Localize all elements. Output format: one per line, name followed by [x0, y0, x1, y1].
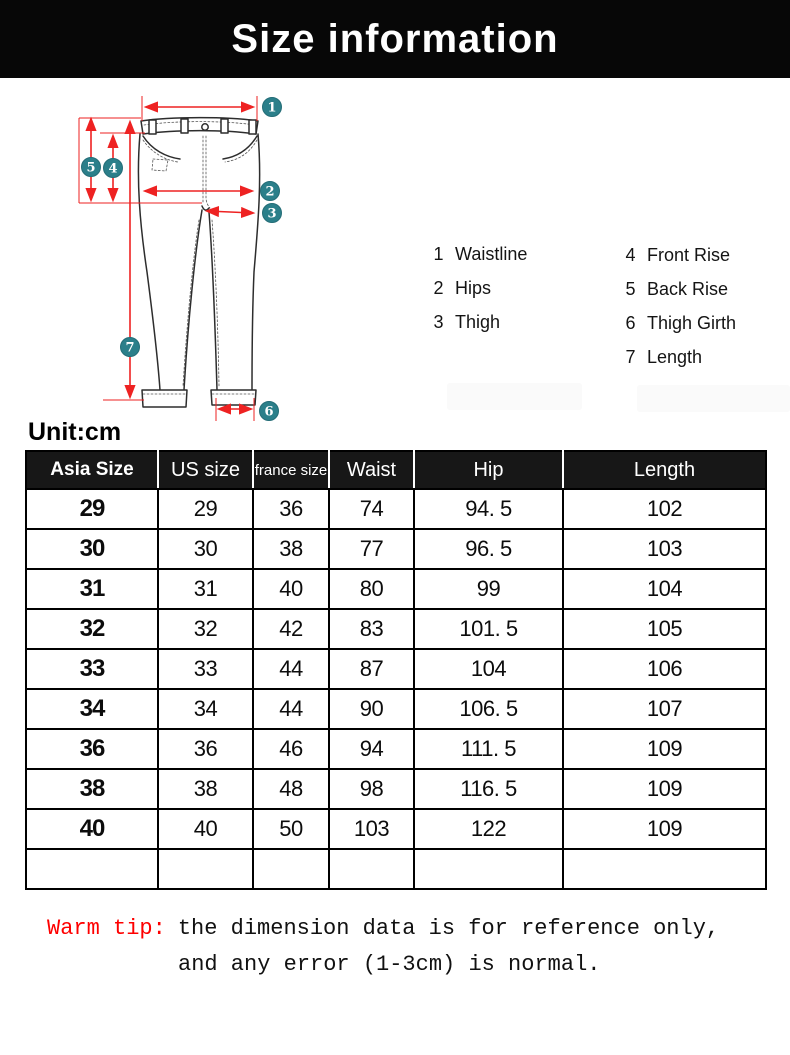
table-row	[26, 809, 766, 849]
size-table-header	[26, 451, 766, 489]
title-bar	[0, 0, 790, 78]
cell-waist: 98	[329, 769, 414, 809]
table-row	[26, 649, 766, 689]
cell-asia-size: 34	[26, 689, 158, 729]
cell-hip: 111. 5	[414, 729, 563, 769]
cell-us-size: 29	[158, 489, 253, 529]
table-row	[26, 769, 766, 809]
marker-7-length	[121, 338, 140, 357]
legend-number: 1	[433, 243, 444, 264]
col-header-hip: Hip	[414, 451, 563, 489]
cell-us-size: 36	[158, 729, 253, 769]
watermark-block	[447, 383, 582, 410]
cell-waist: 80	[329, 569, 414, 609]
col-header-us-size: US size	[158, 451, 253, 489]
legend-number: 5	[625, 278, 636, 299]
cell-hip: 106. 5	[414, 689, 563, 729]
legend-item-length	[625, 347, 736, 367]
watermark-block	[637, 385, 790, 412]
cell-france-size: 38	[253, 529, 329, 569]
warm-tip-text1: the dimension data is for reference only,	[177, 916, 720, 941]
svg-text:1: 1	[267, 100, 277, 116]
marker-2-hips	[261, 182, 280, 201]
cell-length: 104	[563, 569, 766, 609]
svg-text:6: 6	[264, 404, 274, 420]
cell-length: 106	[563, 649, 766, 689]
cell-hip: 116. 5	[414, 769, 563, 809]
pants-drawing-icon	[138, 118, 259, 407]
cell-france-size: 46	[253, 729, 329, 769]
legend-item-waistline	[433, 244, 527, 264]
cell-empty	[253, 849, 329, 889]
cell-asia-size: 38	[26, 769, 158, 809]
warm-tip-line1	[47, 916, 719, 941]
cell-france-size: 50	[253, 809, 329, 849]
cell-waist: 83	[329, 609, 414, 649]
size-table	[25, 450, 767, 890]
legend-label: Length	[647, 346, 703, 367]
cell-us-size: 40	[158, 809, 253, 849]
cell-empty	[414, 849, 563, 889]
cell-length: 109	[563, 729, 766, 769]
legend-left-column	[433, 244, 527, 346]
warm-tip-text2: and any error (1-3cm) is normal.	[178, 952, 601, 977]
cell-asia-size: 36	[26, 729, 158, 769]
legend-number: 7	[625, 346, 636, 367]
legend-label: Waistline	[455, 243, 528, 264]
cell-us-size: 38	[158, 769, 253, 809]
col-header-waist: Waist	[329, 451, 414, 489]
legend-number: 4	[625, 244, 636, 265]
legend-number: 3	[433, 311, 444, 332]
legend-label: Front Rise	[647, 244, 731, 265]
measurement-arrows	[79, 96, 257, 421]
cell-waist: 103	[329, 809, 414, 849]
page-title: Size information	[231, 16, 559, 61]
cell-us-size: 32	[158, 609, 253, 649]
legend-label: Thigh Girth	[647, 312, 737, 333]
col-header-length: Length	[563, 451, 766, 489]
cell-us-size: 34	[158, 689, 253, 729]
col-header-asia-size: Asia Size	[26, 451, 158, 489]
table-row-empty	[26, 849, 766, 889]
cell-asia-size: 29	[26, 489, 158, 529]
table-row	[26, 489, 766, 529]
cell-waist: 74	[329, 489, 414, 529]
cell-asia-size: 31	[26, 569, 158, 609]
marker-6-thigh-girth	[260, 402, 279, 421]
cell-france-size: 36	[253, 489, 329, 529]
legend-number: 2	[433, 277, 444, 298]
cell-asia-size: 40	[26, 809, 158, 849]
warm-tip-label: Warm tip:	[47, 916, 166, 941]
table-row	[26, 569, 766, 609]
table-row	[26, 529, 766, 569]
marker-3-thigh	[263, 204, 282, 223]
svg-text:4: 4	[108, 161, 118, 177]
table-row	[26, 689, 766, 729]
cell-us-size: 31	[158, 569, 253, 609]
cell-length: 109	[563, 769, 766, 809]
svg-text:5: 5	[86, 160, 96, 176]
cell-france-size: 48	[253, 769, 329, 809]
cell-hip: 96. 5	[414, 529, 563, 569]
cell-empty	[329, 849, 414, 889]
cell-france-size: 42	[253, 609, 329, 649]
cell-hip: 94. 5	[414, 489, 563, 529]
legend-item-thigh-girth	[625, 313, 736, 333]
cell-waist: 87	[329, 649, 414, 689]
cell-length: 107	[563, 689, 766, 729]
cell-hip: 99	[414, 569, 563, 609]
legend-label: Thigh	[455, 311, 501, 332]
legend-item-front-rise	[625, 245, 736, 265]
marker-4-front-rise	[104, 159, 123, 178]
cell-empty	[563, 849, 766, 889]
header-row	[26, 451, 766, 489]
legend-item-thigh	[433, 312, 527, 332]
cell-asia-size: 32	[26, 609, 158, 649]
legend-label: Back Rise	[647, 278, 729, 299]
cell-us-size: 30	[158, 529, 253, 569]
marker-1-waistline	[263, 98, 282, 117]
pants-measurement-diagram	[60, 85, 300, 435]
cell-hip: 101. 5	[414, 609, 563, 649]
marker-5-back-rise	[82, 158, 101, 177]
cell-length: 103	[563, 529, 766, 569]
legend-label: Hips	[455, 277, 492, 298]
legend-number: 6	[625, 312, 636, 333]
table-row	[26, 729, 766, 769]
cell-us-size: 33	[158, 649, 253, 689]
svg-text:2: 2	[265, 184, 275, 200]
cell-asia-size: 33	[26, 649, 158, 689]
cell-empty	[26, 849, 158, 889]
cell-length: 102	[563, 489, 766, 529]
legend-item-back-rise	[625, 279, 736, 299]
col-header-france-size: france size	[253, 451, 329, 489]
cell-waist: 94	[329, 729, 414, 769]
cell-france-size: 40	[253, 569, 329, 609]
unit-label: Unit:cm	[28, 418, 122, 446]
cell-france-size: 44	[253, 649, 329, 689]
cell-asia-size: 30	[26, 529, 158, 569]
svg-text:7: 7	[125, 340, 135, 356]
legend-right-column	[625, 245, 736, 381]
cell-waist: 77	[329, 529, 414, 569]
cell-length: 109	[563, 809, 766, 849]
cell-france-size: 44	[253, 689, 329, 729]
size-table-body	[26, 489, 766, 889]
cell-length: 105	[563, 609, 766, 649]
legend-item-hips	[433, 278, 527, 298]
table-row	[26, 609, 766, 649]
cell-empty	[158, 849, 253, 889]
svg-text:3: 3	[267, 206, 277, 222]
cell-waist: 90	[329, 689, 414, 729]
cell-hip: 104	[414, 649, 563, 689]
cell-hip: 122	[414, 809, 563, 849]
